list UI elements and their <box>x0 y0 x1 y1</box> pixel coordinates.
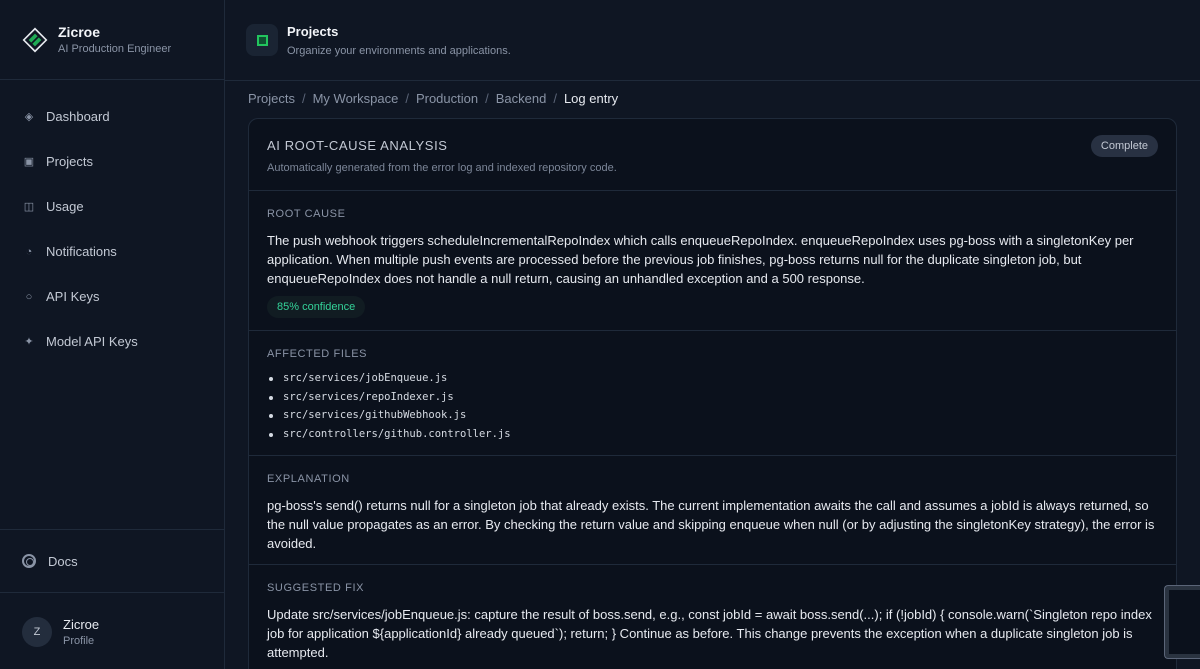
brand-name: Zicroe <box>58 24 101 40</box>
page-subtitle: Organize your environments and applications. <box>287 44 511 57</box>
profile[interactable] <box>0 594 224 669</box>
sidebar-item-notifications[interactable] <box>0 229 224 274</box>
sidebar-item-dashboard[interactable] <box>0 94 224 139</box>
breadcrumb-link-workspace[interactable]: My Workspace <box>312 90 399 106</box>
panel-subtitle: Automatically generated from the error log and indexed repository code. <box>267 162 617 174</box>
breadcrumb-current: Log entry <box>563 90 619 106</box>
list-item: src/controllers/github.controller.js <box>267 425 1158 444</box>
key-icon: ○ <box>25 290 33 303</box>
sidebar-item-label: Model API Keys <box>46 334 138 349</box>
sidebar-item-usage[interactable] <box>0 184 224 229</box>
panel-header <box>249 119 1176 191</box>
dashboard-icon: ◈ <box>24 111 34 123</box>
diamond-logo-icon <box>22 27 48 53</box>
sidebar-item-projects[interactable] <box>0 139 224 184</box>
section-label: EXPLANATION <box>267 473 350 485</box>
profile-name: Zicroe <box>63 616 100 632</box>
panel-title: AI ROOT-CAUSE ANALYSIS <box>267 138 448 153</box>
list-item: src/services/githubWebhook.js <box>267 406 1158 425</box>
explanation-text: pg-boss's send() returns null for a singleton job that already exists. The current implementation awaits the call and assumes a jobId is always returned, so the null value propagates as an error. By checking the return value and skipping enqueue when null (or by adjusting the singletonKey strategy), the error is avoided. <box>267 498 1155 551</box>
list-item: src/services/repoIndexer.js <box>267 388 1158 407</box>
breadcrumb-separator: / <box>405 90 409 106</box>
sidebar <box>0 0 225 669</box>
section-label: AFFECTED FILES <box>267 348 368 360</box>
usage-icon: ◫ <box>23 201 35 213</box>
sidebar-item-model-api-keys[interactable] <box>0 319 224 364</box>
minimap-thumbnail[interactable] <box>1164 585 1200 659</box>
status-badge: Complete <box>1091 135 1158 157</box>
sidebar-item-label: API Keys <box>46 289 100 304</box>
breadcrumb-separator: / <box>485 90 489 106</box>
explanation-section <box>249 456 1176 565</box>
minimap-preview <box>1169 590 1200 654</box>
breadcrumb-link-projects[interactable]: Projects <box>248 90 295 106</box>
section-label: SUGGESTED FIX <box>267 582 365 594</box>
affected-files-list <box>267 369 1158 444</box>
breadcrumb <box>248 89 618 107</box>
sidebar-item-api-keys[interactable] <box>0 274 224 319</box>
sparkle-icon: ✦ <box>24 336 34 348</box>
docs-label: Docs <box>48 553 78 569</box>
breadcrumb-separator: / <box>301 90 306 106</box>
page-header <box>225 0 1200 81</box>
breadcrumb-separator: / <box>553 90 557 106</box>
brand[interactable] <box>0 0 224 80</box>
sidebar-item-label: Dashboard <box>46 109 110 124</box>
sidebar-item-label: Usage <box>46 199 84 214</box>
confidence-badge: 85% confidence <box>267 296 365 318</box>
affected-files-section <box>249 331 1176 456</box>
projects-icon <box>246 24 278 56</box>
breadcrumb-link-backend[interactable]: Backend <box>495 90 547 106</box>
page-title: Projects <box>287 23 339 39</box>
sidebar-item-label: Projects <box>46 154 93 169</box>
suggested-fix-text: Update src/services/jobEnqueue.js: capture the result of boss.send, e.g., const jobId = await boss.send(...); if (!jobId) { console.warn(`Singleton repo index job for application ${applicationId} already queued`); return; } Continue as before. This change prevents the exception when a duplicate singleton job is attempted. <box>267 607 1152 660</box>
profile-subtitle: Profile <box>63 634 95 647</box>
sidebar-item-docs[interactable] <box>0 529 224 593</box>
suggested-fix-section <box>249 565 1176 669</box>
avatar: Z <box>22 617 52 647</box>
projects-icon: ▣ <box>23 156 35 168</box>
brand-subtitle: AI Production Engineer <box>58 43 172 55</box>
bell-icon: ◔ <box>25 245 33 258</box>
root-cause-section <box>249 191 1176 331</box>
root-cause-analysis-panel <box>248 118 1177 669</box>
docs-icon <box>22 554 36 568</box>
list-item: src/services/jobEnqueue.js <box>267 369 1158 388</box>
sidebar-nav <box>0 80 224 364</box>
sidebar-item-label: Notifications <box>46 244 117 259</box>
breadcrumb-link-production[interactable]: Production <box>415 90 479 106</box>
root-cause-text: The push webhook triggers scheduleIncrementalRepoIndex which calls enqueueRepoIndex. enqueueRepoIndex uses pg-boss with a singletonKey per application. When multiple push events are processed before the previous job finishes, pg-boss returns null for the duplicate singleton job, but enqueueRepoIndex does not handle a null return, causing an unhandled exception and a 500 response. <box>267 233 1134 286</box>
section-label: ROOT CAUSE <box>267 208 346 220</box>
